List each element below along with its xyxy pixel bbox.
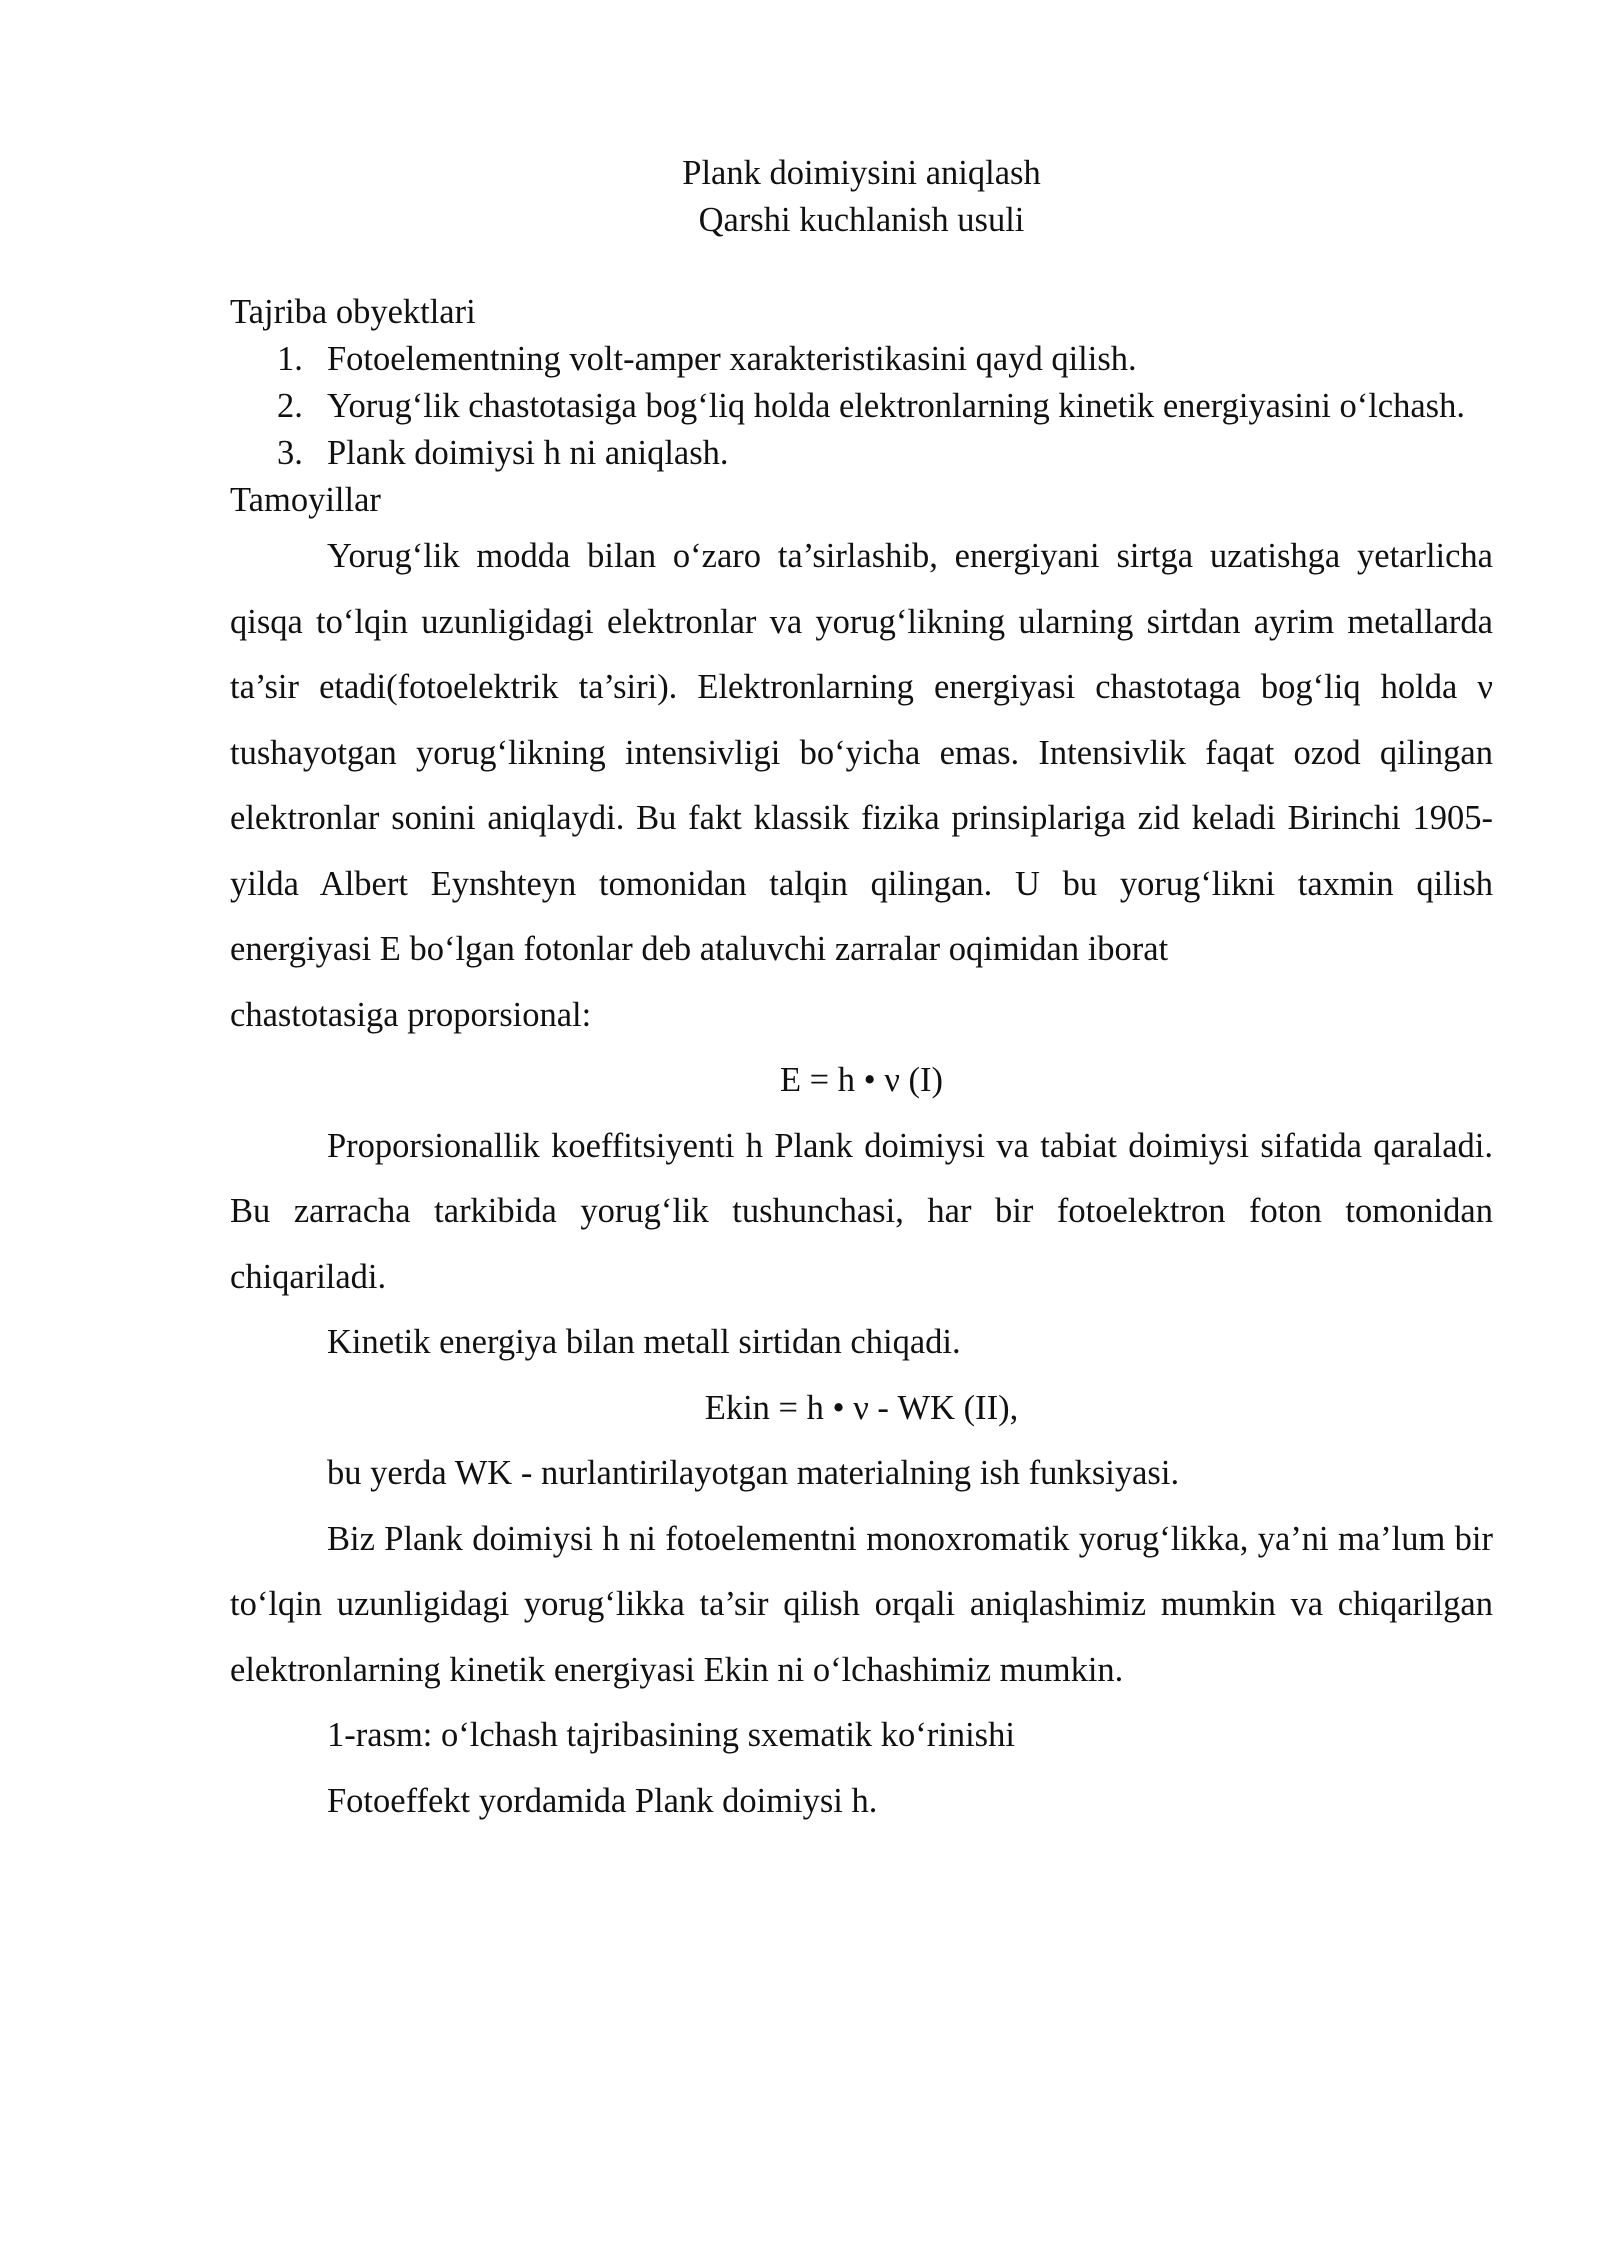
list-item-number: 2. (277, 387, 303, 425)
list-item-text: Plank doimiysi h ni aniqlash. (327, 434, 729, 472)
principles-paragraph-1-tail: chastotasiga proporsional: (230, 995, 592, 1034)
objects-heading: Tajriba obyektlari (230, 293, 476, 331)
document-body (230, 150, 1493, 1834)
list-item-text: Fotoelementning volt-amper xarakteristikasini qayd qilish. (327, 340, 1137, 378)
principles-paragraph-5: Biz Plank doimiysi h ni fotoelementni monoxromatik yorug‘likka, ya’ni ma’lum bir to‘lqin uzunligidagi yorug‘likka ta’sir qilish orqali aniqlashimiz mumkin va chiqarilgan elektronlarning kinetik energiyasi Ekin ni o‘lchashimiz mumkin. (230, 1519, 1493, 1689)
principles-paragraph-2: Proporsionallik koeffitsiyenti h Plank doimiysi va tabiat doimiysi sifatida qaraladi. Bu zarracha tarkibida yorug‘lik tushunchasi, har bir fotoelektron foton tomonidan chiqariladi. (230, 1126, 1493, 1296)
final-line: Fotoeffekt yordamida Plank doimiysi h. (327, 1781, 878, 1820)
document-subtitle: Qarshi kuchlanish usuli (698, 201, 1025, 239)
principles-paragraph-1: Yorug‘lik modda bilan o‘zaro ta’sirlashib, energiyani sirtga uzatishga yetarlicha qisqa to‘lqin uzunligidagi elektronlar va yorug‘likning ularning sirtdan ayrim metallarda ta’sir etadi(fotoelektrik ta’siri). Elektronlarning energiyasi chastotaga bog‘liq holda ν tushayotgan yorug‘likning intensivligi bo‘yicha emas. Intensivlik faqat ozod qilingan elektronlar sonini aniqlaydi. Bu fakt klassik fizika prinsiplariga zid keladi Birinchi 1905-yilda Albert Eynshteyn tomonidan talqin qilingan. U bu yorug‘likni taxmin qilish energiyasi E bo‘lgan fotonlar deb ataluvchi zarralar oqimidan iborat (230, 537, 1493, 968)
figure-caption: 1-rasm: o‘lchash tajribasining sxematik ko‘rinishi (327, 1716, 1015, 1754)
title-block (230, 150, 1493, 244)
formula-1: E = h • ν (I) (779, 1061, 944, 1099)
objects-list (230, 336, 1493, 477)
list-item-number: 1. (277, 340, 303, 378)
objects-list-item (230, 430, 1493, 477)
document-title: Plank doimiysini aniqlash (682, 154, 1041, 192)
objects-list-item (230, 383, 1493, 430)
principles-paragraph-3: Kinetik energiya bilan metall sirtidan chiqadi. (327, 1323, 961, 1361)
formula-2: Ekin = h • ν - WK (II), (704, 1388, 1019, 1427)
list-item-text: Yorug‘lik chastotasiga bog‘liq holda elektronlarning kinetik energiyasini o‘lchash. (327, 387, 1465, 425)
principles-paragraph-4: bu yerda WK - nurlantirilayotgan materialning ish funksiyasi. (327, 1454, 1180, 1492)
objects-list-item (230, 336, 1493, 383)
list-item-number: 3. (277, 434, 303, 472)
principles-heading: Tamoyillar (230, 481, 381, 519)
